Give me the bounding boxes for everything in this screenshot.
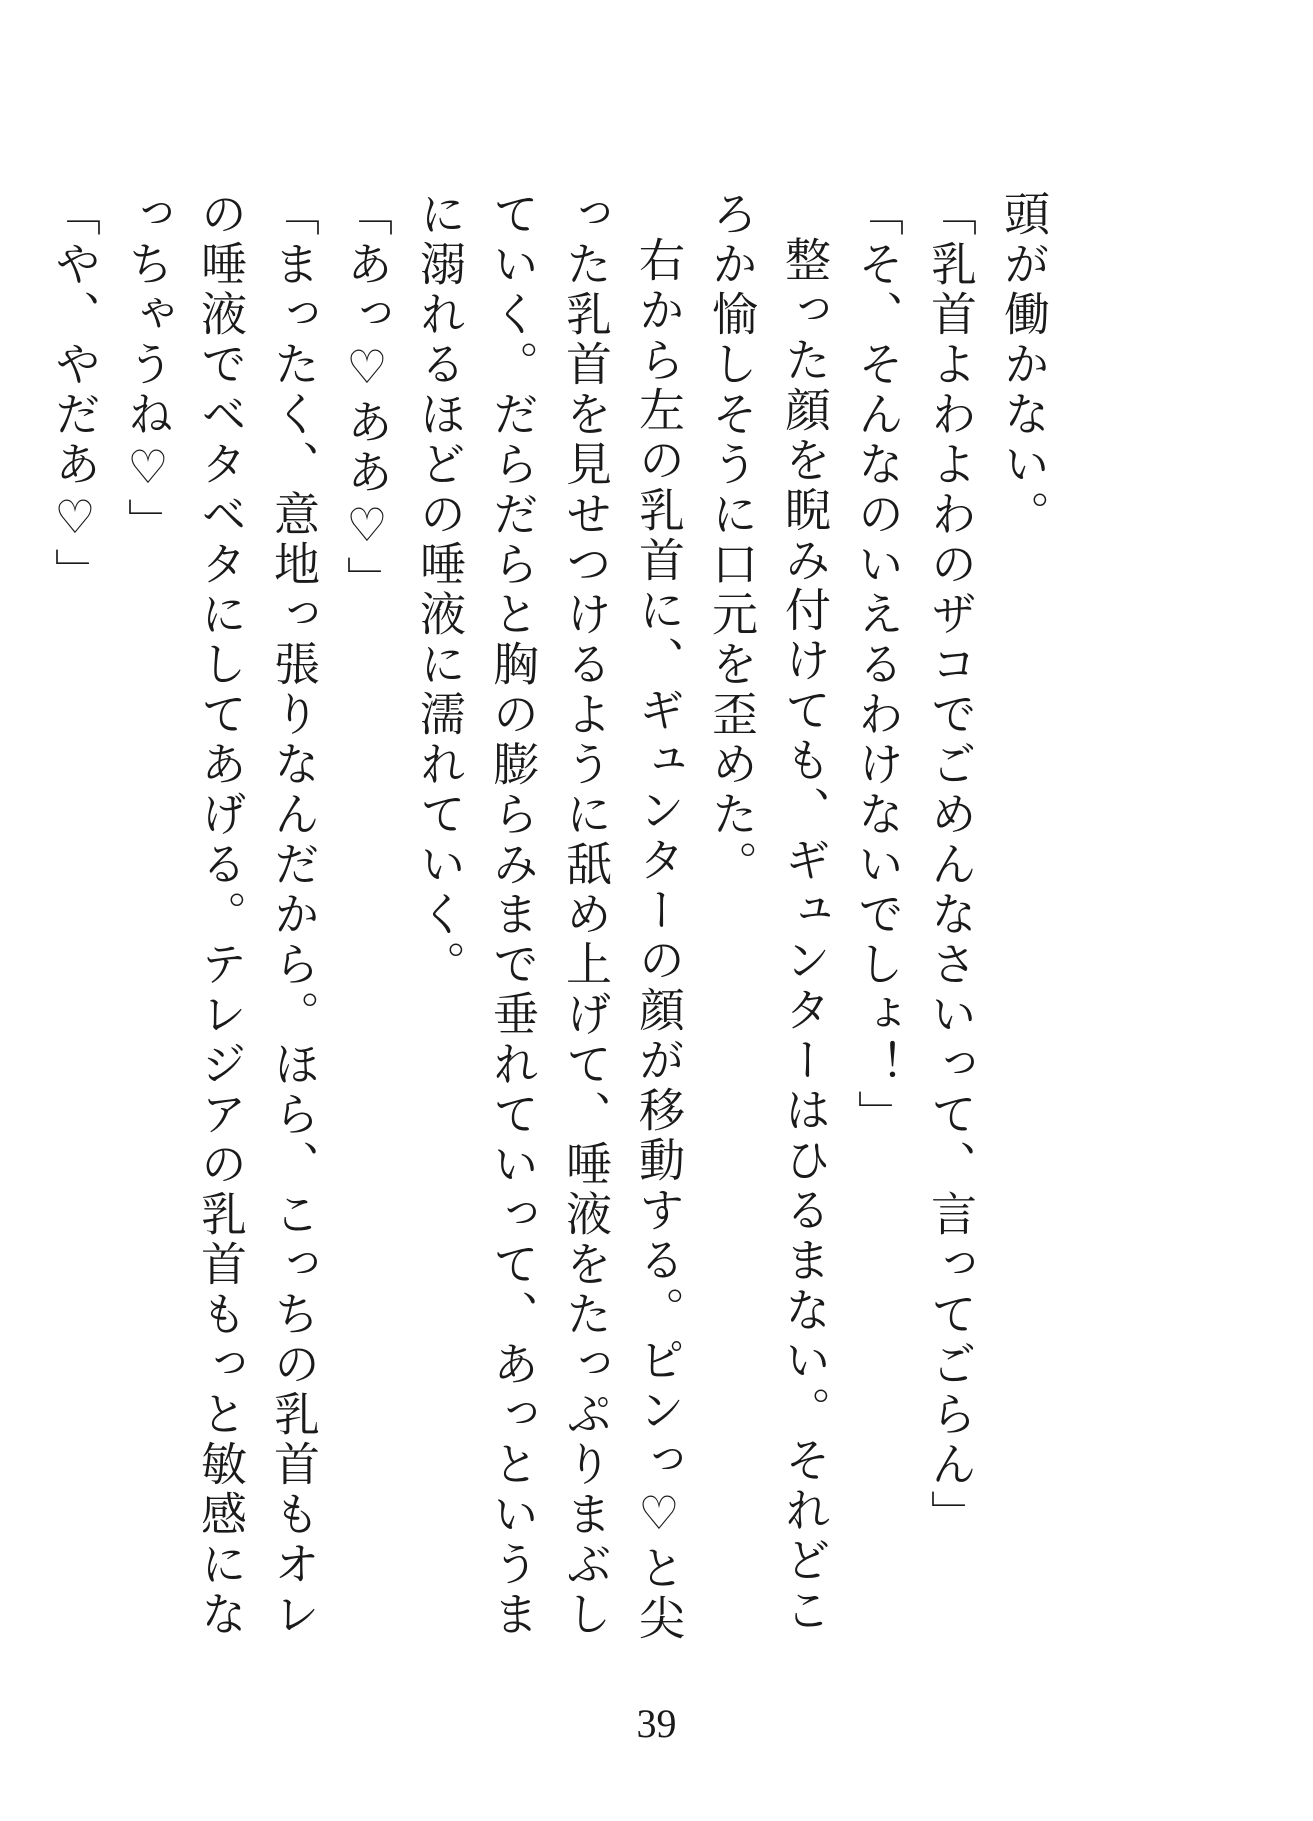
vertical-text-body: [48, 190, 1060, 1670]
text-line-8: 「や、やだあ♡」: [48, 190, 102, 598]
text-line-7: 「まったく、意地っ張りなんだから。ほら、こっちの乳首もオレの唾液でベタベタにしてあげる。テレジアの乳首もっと敏感になっちゃうね♡」: [121, 190, 321, 1640]
text-line-4: 整った顔を睨み付けても、ギュンターはひるまない。それどころか愉しそうに口元を歪めた。: [705, 190, 832, 1636]
text-line-6: 「あっ♡ああ♡」: [340, 190, 394, 606]
page-number: 39: [636, 1701, 677, 1746]
text-line-3: 「そ、そんなのいえるわけないでしょ！」: [851, 190, 905, 1140]
text-line-1: 頭が働かない。: [997, 190, 1051, 540]
text-line-5: 右から左の乳首に、ギュンターの顔が移動する。ピンっ♡と尖った乳首を見せつけるように舐め上げて、唾液をたっぷりまぶしていく。だらだらと胸の膨らみまで垂れていって、あっというまに溺れるほどの唾液に濡れていく。: [413, 190, 686, 1644]
text-line-2: 「乳首よわよわのザコでごめんなさいって、言ってごらん」: [924, 190, 978, 1540]
